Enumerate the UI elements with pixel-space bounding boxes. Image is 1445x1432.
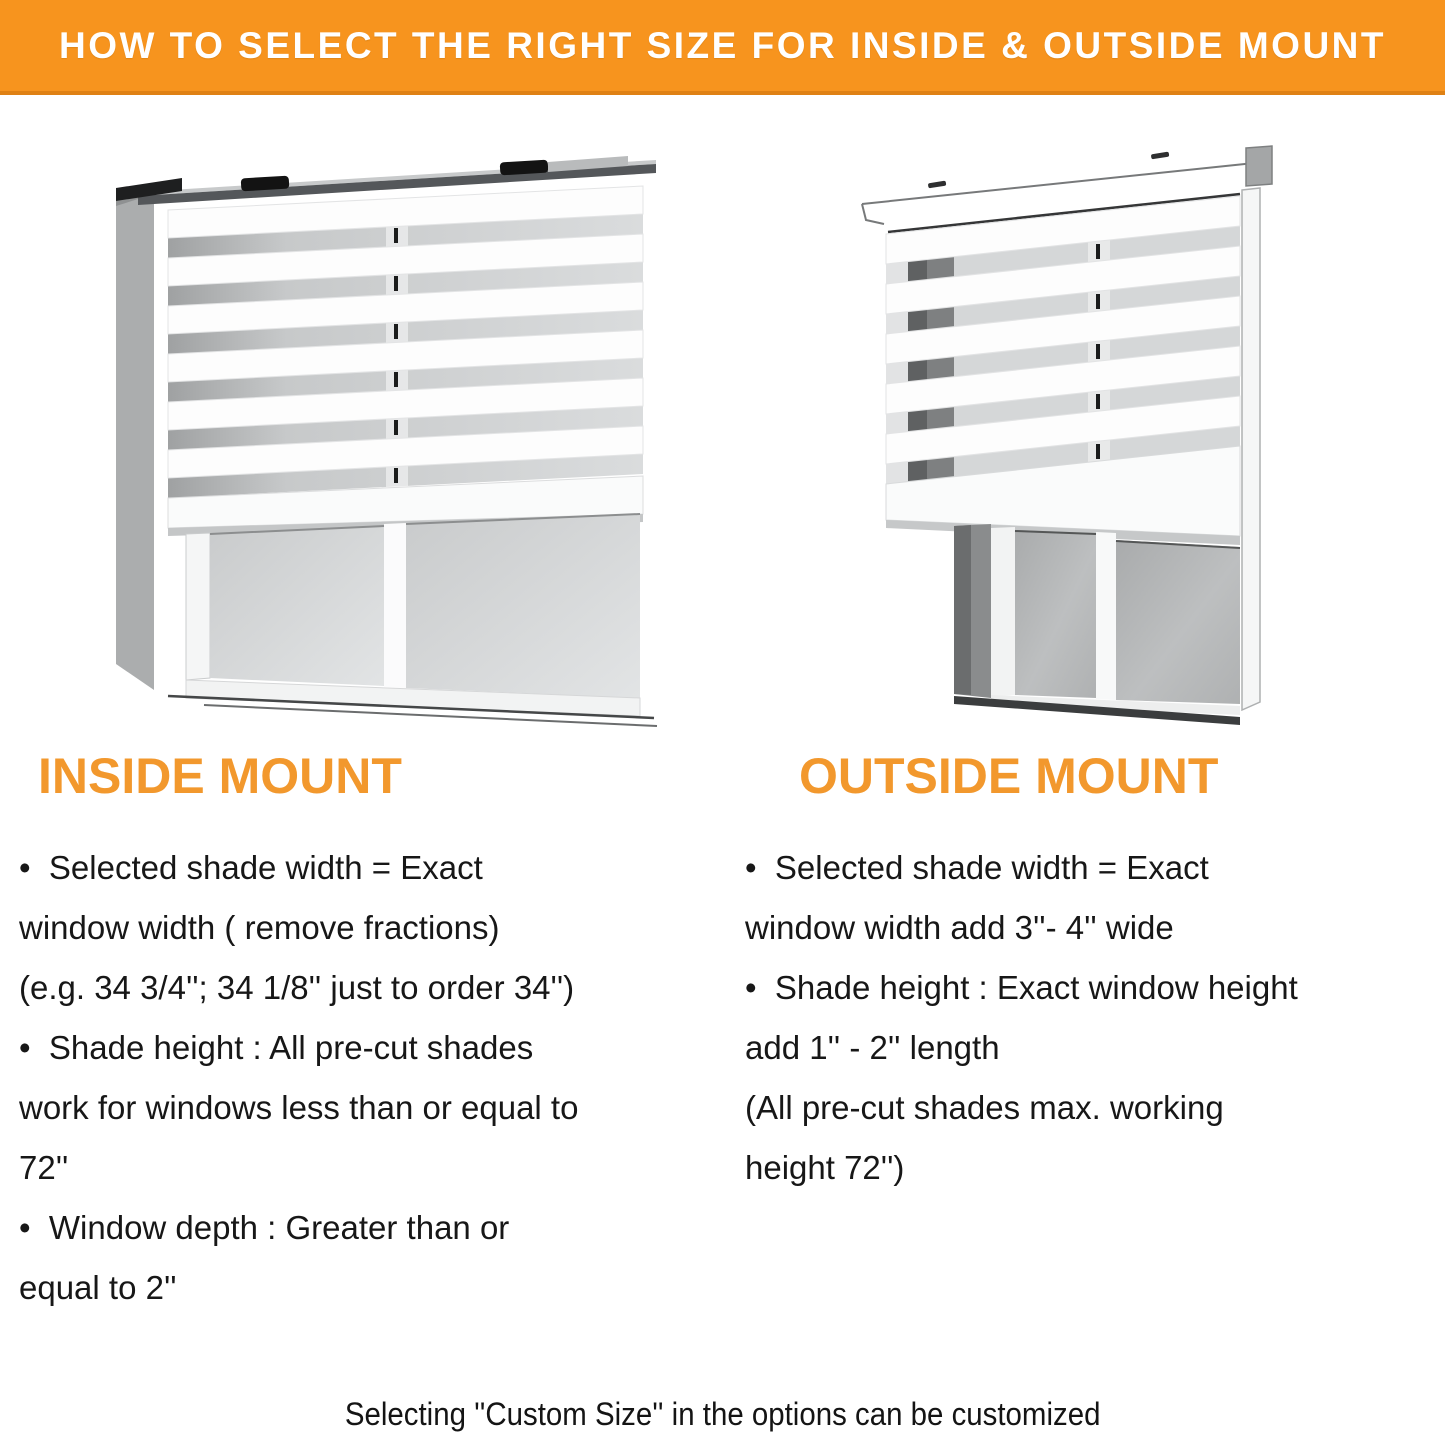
spec-text-line: height 72'') bbox=[745, 1149, 905, 1186]
inside-mount-heading: INSIDE MOUNT bbox=[38, 748, 402, 804]
window-mullion bbox=[1096, 532, 1116, 700]
spec-text-line: • Selected shade width = Exact bbox=[745, 849, 1209, 886]
spec-text-line: • Window depth : Greater than or bbox=[19, 1209, 510, 1246]
glass-pane bbox=[1116, 540, 1240, 704]
outside-mount-heading: OUTSIDE MOUNT bbox=[799, 748, 1219, 804]
glass-pane bbox=[210, 526, 384, 686]
spec-text-line: equal to 2'' bbox=[19, 1269, 177, 1306]
outside-mount-window-drawing bbox=[848, 138, 1326, 742]
title-banner bbox=[0, 0, 1445, 95]
inside-mount-illustration bbox=[108, 146, 666, 730]
custom-size-note-text: Selecting ''Custom Size'' in the options can be customized bbox=[344, 1396, 1101, 1432]
outside-mount-specs bbox=[745, 838, 1435, 1198]
screw-mark-icon bbox=[1151, 152, 1170, 160]
mounting-bracket-icon bbox=[1246, 146, 1272, 186]
glass-pane bbox=[1015, 530, 1096, 698]
spec-text-line: work for windows less than or equal to bbox=[19, 1089, 579, 1126]
spec-text-line: (e.g. 34 3/4''; 34 1/8'' just to order 34'') bbox=[19, 969, 575, 1006]
window-jamb bbox=[116, 186, 154, 690]
spec-text-line: (All pre-cut shades max. working bbox=[745, 1089, 1224, 1126]
custom-size-note bbox=[0, 1396, 1445, 1432]
spec-text-line: window width ( remove fractions) bbox=[19, 909, 500, 946]
spec-text-line: 72'' bbox=[19, 1149, 69, 1186]
spec-text-line: • Shade height : All pre-cut shades bbox=[19, 1029, 534, 1066]
page-title: HOW TO SELECT THE RIGHT SIZE FOR INSIDE & OUTSIDE MOUNT bbox=[58, 24, 1386, 66]
glass-pane bbox=[406, 514, 640, 698]
window-sash bbox=[954, 524, 1240, 725]
spec-text-line: • Shade height : Exact window height bbox=[745, 969, 1298, 1006]
window-sash bbox=[168, 514, 657, 726]
shade-side-rail bbox=[1242, 188, 1260, 710]
spec-text-line: window width add 3''- 4'' wide bbox=[745, 909, 1174, 946]
screw-mark-icon bbox=[928, 181, 947, 189]
window-mullion bbox=[384, 523, 406, 688]
outside-mount-illustration bbox=[848, 138, 1326, 742]
spec-text-line: • Selected shade width = Exact bbox=[19, 849, 483, 886]
spec-text-line: add 1'' - 2'' length bbox=[745, 1029, 1000, 1066]
inside-mount-window-drawing bbox=[108, 146, 666, 730]
inside-mount-specs bbox=[19, 838, 719, 1318]
